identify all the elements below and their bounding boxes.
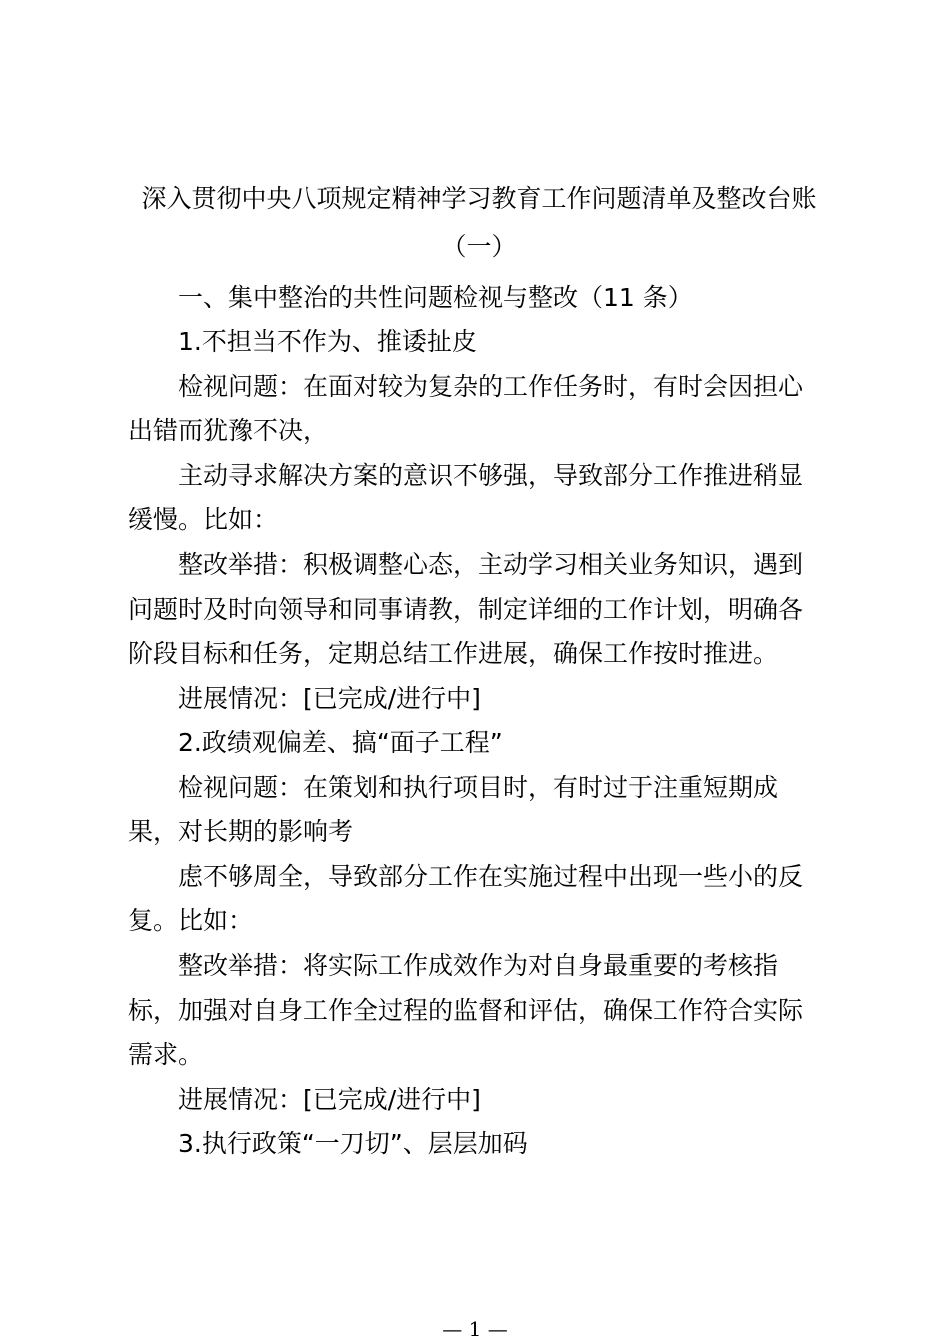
progress-status-line: 进展情况：[已完成/进行中] (178, 1085, 481, 1114)
paragraph-line: 标，加强对自身工作全过程的监督和评估，确保工作符合实际 (128, 996, 804, 1025)
paragraph-line: 阶段目标和任务，定期总结工作进展，确保工作按时推进。 (128, 639, 779, 668)
paragraph-line: 复。比如： (128, 906, 254, 935)
section-heading: 一、集中整治的共性问题检视与整改（11 条） (178, 283, 693, 312)
item-heading-3: 3.执行政策“一刀切”、层层加码 (178, 1129, 528, 1158)
page-number: — 1 — (442, 1317, 508, 1341)
paragraph-line: 缓慢。比如： (128, 505, 279, 534)
item-heading-2: 2.政绩观偏差、搞“面子工程” (178, 728, 503, 757)
paragraph-line: 整改举措：将实际工作成效作为对自身最重要的考核指 (178, 951, 779, 980)
progress-status-line: 进展情况：[已完成/进行中] (178, 684, 481, 713)
paragraph-line: 需求。 (128, 1040, 204, 1069)
paragraph-line: 主动寻求解决方案的意识不够强，导致部分工作推进稍显 (178, 461, 804, 490)
paragraph-line: 问题时及时向领导和同事请教，制定详细的工作计划，明确各 (128, 595, 804, 624)
paragraph-line: 出错而犹豫不决， (128, 416, 329, 445)
paragraph-line: 整改举措：积极调整心态，主动学习相关业务知识，遇到 (178, 550, 804, 579)
document-title-number: （一） (441, 232, 517, 261)
document-title: 深入贯彻中央八项规定精神学习教育工作问题清单及整改台账 (141, 184, 817, 213)
paragraph-line: 果，对长期的影响考 (128, 817, 354, 846)
paragraph-line: 虑不够周全，导致部分工作在实施过程中出现一些小的反 (178, 862, 804, 891)
paragraph-line: 检视问题：在面对较为复杂的工作任务时，有时会因担心 (178, 372, 804, 401)
item-heading-1: 1.不担当不作为、推诿扯皮 (178, 327, 477, 356)
paragraph-line: 检视问题：在策划和执行项目时，有时过于注重短期成 (178, 773, 779, 802)
